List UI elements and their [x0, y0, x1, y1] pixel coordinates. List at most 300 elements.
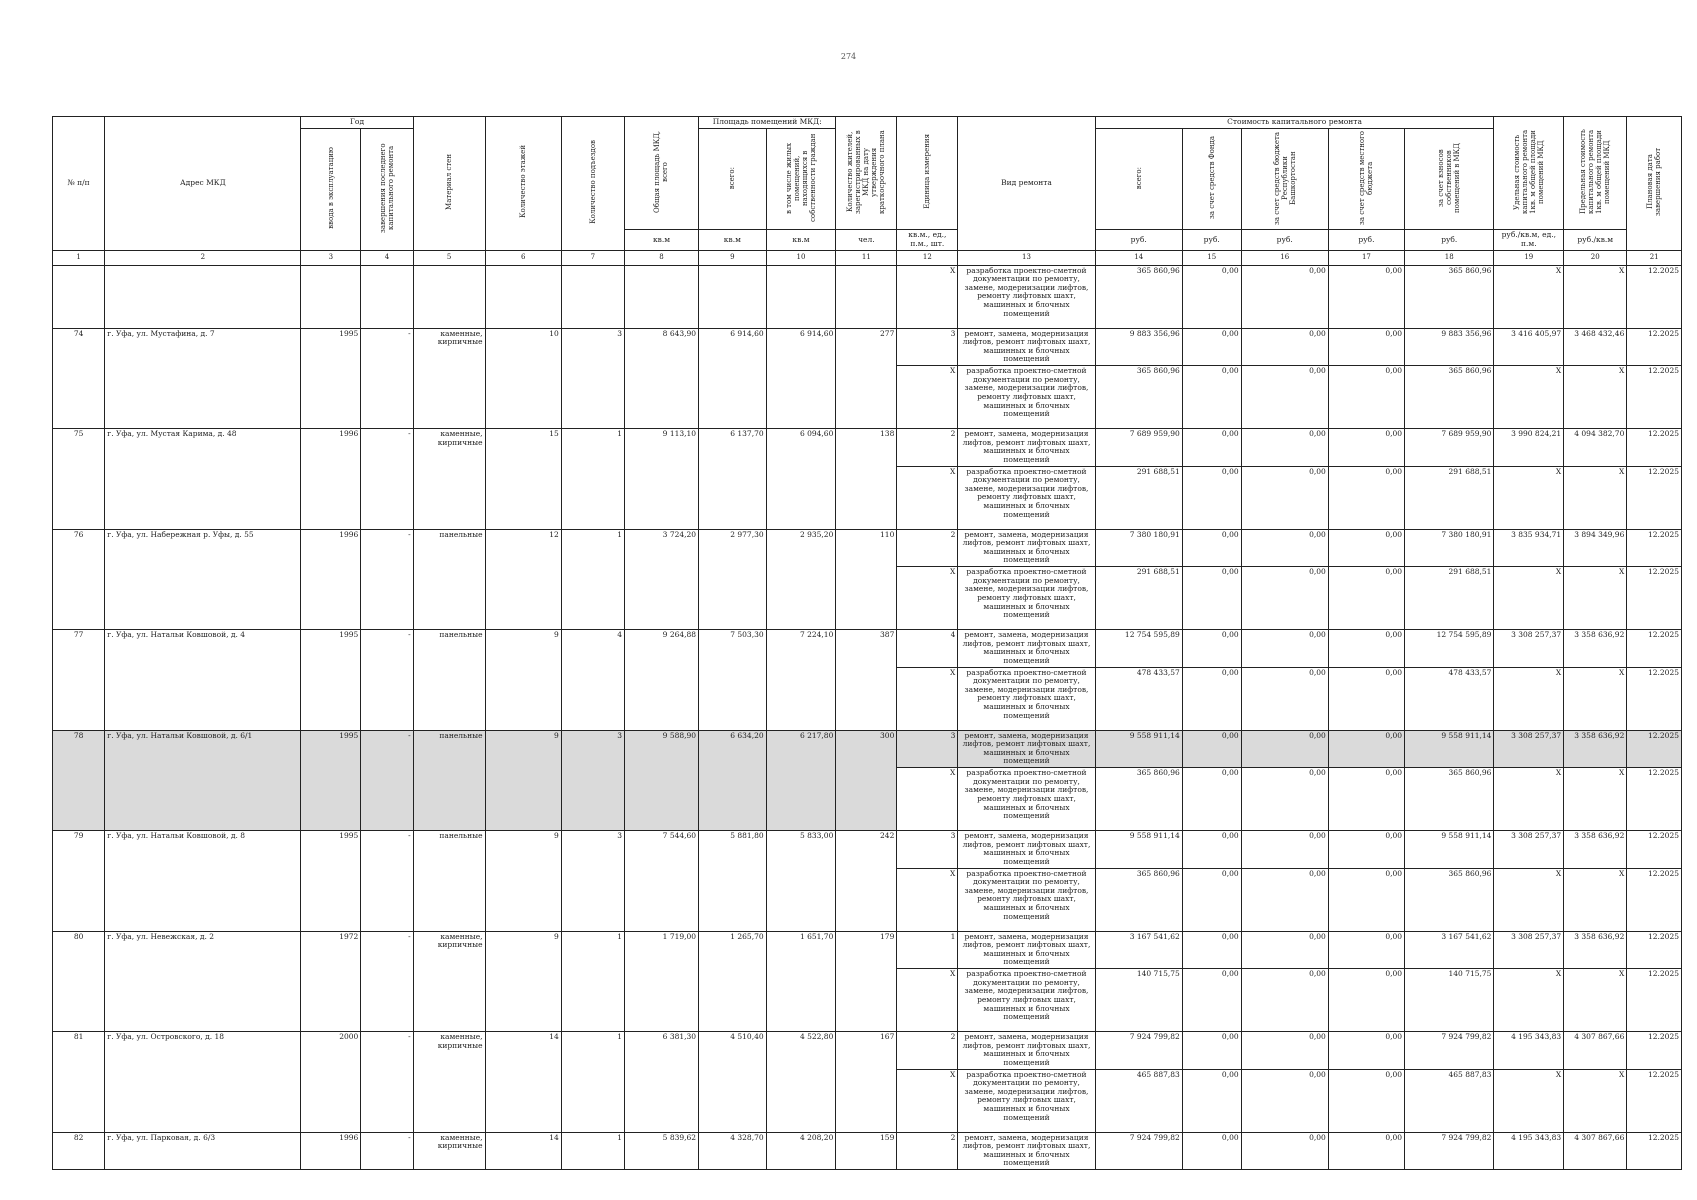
cell-cost-republic: 0,00	[1241, 529, 1328, 567]
cell-cost-republic: 0,00	[1241, 868, 1328, 931]
cell-cost-fund: 0,00	[1182, 1032, 1241, 1070]
cell-premises-owned: 4 208,20	[766, 1132, 836, 1170]
cell-address: г. Уфа, ул. Натальи Ковшовой, д. 6/1	[105, 730, 301, 831]
cell-cost-republic: 0,00	[1241, 1132, 1328, 1170]
column-number: 8	[625, 250, 699, 265]
cell-premises-owned: 6 914,60	[766, 328, 836, 429]
cell-cost-republic: 0,00	[1241, 1069, 1328, 1132]
cell-premises-total: 4 510,40	[699, 1032, 767, 1133]
column-number: 14	[1095, 250, 1182, 265]
cell-wall-material: каменные, кирпичные	[413, 429, 485, 530]
cell-work-type: ремонт, замена, модернизация лифтов, ремонт лифтовых шахт, машинных и блочных помещений	[958, 328, 1095, 366]
cell-unit-cost: 3 416 405,97	[1494, 328, 1564, 366]
cell-total-area: 3 724,20	[625, 529, 699, 630]
cell-cost-republic: 0,00	[1241, 831, 1328, 869]
cell-cost-local: 0,00	[1328, 328, 1404, 366]
cell-year-last-repair: -	[361, 429, 413, 530]
cell-plan-date: 12.2025	[1627, 567, 1682, 630]
column-numbers-row	[53, 250, 1682, 265]
cell-cost-owners: 140 715,75	[1405, 969, 1494, 1032]
cell-cost-total: 365 860,96	[1095, 265, 1182, 328]
header-year-last-repair: завершения последнего капитального ремонта	[361, 128, 413, 250]
cell-plan-date: 12.2025	[1627, 831, 1682, 869]
cell-cost-total: 9 558 911,14	[1095, 730, 1182, 768]
cell-max-cost: 3 894 349,96	[1564, 529, 1627, 567]
cell-plan-date: 12.2025	[1627, 328, 1682, 366]
cell-premises-owned: 6 217,80	[766, 730, 836, 831]
cell-wall-material: панельные	[413, 831, 485, 932]
cell-max-cost: 3 358 636,92	[1564, 630, 1627, 668]
header-plan-date: Плановая дата завершения работ	[1627, 117, 1682, 251]
cell-cost-owners: 365 860,96	[1405, 366, 1494, 429]
cell-unit-cost: X	[1494, 868, 1564, 931]
cell-residents: 277	[836, 328, 897, 429]
cell-cost-fund: 0,00	[1182, 667, 1241, 730]
cell-max-cost: 3 358 636,92	[1564, 831, 1627, 869]
cell-wall-material: панельные	[413, 529, 485, 630]
cell-plan-date: 12.2025	[1627, 265, 1682, 328]
cell-total-area: 8 643,90	[625, 328, 699, 429]
cell-plan-date: 12.2025	[1627, 969, 1682, 1032]
header-premises-total: всего:	[699, 128, 767, 230]
header-total-area: Общая площадь МКД, всего	[625, 117, 699, 230]
cell-year-last-repair: -	[361, 931, 413, 1032]
cell-plan-date: 12.2025	[1627, 366, 1682, 429]
cell-max-cost: X	[1564, 667, 1627, 730]
table-row	[53, 328, 1682, 366]
cell-qty: X	[897, 667, 958, 730]
unit-premises-total: кв.м	[699, 230, 767, 250]
cell-address: г. Уфа, ул. Набережная р. Уфы, д. 55	[105, 529, 301, 630]
cell-entrances: 3	[561, 730, 624, 831]
table-row	[53, 931, 1682, 969]
cell-wall-material: панельные	[413, 730, 485, 831]
cell-cost-owners: 7 689 959,90	[1405, 429, 1494, 467]
cell-qty: 2	[897, 1032, 958, 1070]
cell-cost-republic: 0,00	[1241, 265, 1328, 328]
cell-max-cost: 3 358 636,92	[1564, 730, 1627, 768]
cell-premises-owned: 4 522,80	[766, 1032, 836, 1133]
cell-max-cost: X	[1564, 768, 1627, 831]
cell-max-cost: X	[1564, 567, 1627, 630]
table-row	[53, 529, 1682, 567]
cell-cost-total: 478 433,57	[1095, 667, 1182, 730]
cell-year-commission: 1972	[301, 931, 361, 1032]
cell-work-type: ремонт, замена, модернизация лифтов, ремонт лифтовых шахт, машинных и блочных помещений	[958, 831, 1095, 869]
cell-cost-fund: 0,00	[1182, 831, 1241, 869]
cell-work-type: разработка проектно-сметной документации по ремонту, замене, модернизации лифтов, ремонту лифтовых шахт, машинных и блочных помещений	[958, 969, 1095, 1032]
cell-cost-local: 0,00	[1328, 429, 1404, 467]
cell-year-commission: 1995	[301, 831, 361, 932]
cell-work-type: разработка проектно-сметной документации по ремонту, замене, модернизации лифтов, ремонту лифтовых шахт, машинных и блочных помещений	[958, 265, 1095, 328]
cell-cost-republic: 0,00	[1241, 429, 1328, 467]
column-number: 5	[413, 250, 485, 265]
cell-unit-cost: 3 308 257,37	[1494, 630, 1564, 668]
table-row	[53, 730, 1682, 768]
cell-work-type: ремонт, замена, модернизация лифтов, ремонт лифтовых шахт, машинных и блочных помещений	[958, 730, 1095, 768]
cell-address: г. Уфа, ул. Невежская, д. 2	[105, 931, 301, 1032]
unit-unit-cost: руб./кв.м, ед., п.м.	[1494, 230, 1564, 250]
cell-plan-date: 12.2025	[1627, 466, 1682, 529]
cell-cost-republic: 0,00	[1241, 1032, 1328, 1070]
cell-plan-date: 12.2025	[1627, 931, 1682, 969]
cell-cost-fund: 0,00	[1182, 931, 1241, 969]
cell-plan-date: 12.2025	[1627, 1069, 1682, 1132]
cell-cost-total: 291 688,51	[1095, 466, 1182, 529]
table-row	[53, 630, 1682, 668]
cell-cost-fund: 0,00	[1182, 328, 1241, 366]
cell-num: 79	[53, 831, 105, 932]
cell-cost-fund: 0,00	[1182, 466, 1241, 529]
header-work-type: Вид ремонта	[958, 117, 1095, 251]
cell-num: 78	[53, 730, 105, 831]
cell-residents: 110	[836, 529, 897, 630]
cell-total-area: 6 381,30	[625, 1032, 699, 1133]
unit-cost-total: руб.	[1095, 230, 1182, 250]
header-year-group: Год	[301, 117, 413, 129]
cell-cost-local: 0,00	[1328, 969, 1404, 1032]
cell-cost-local: 0,00	[1328, 868, 1404, 931]
cell-qty: X	[897, 366, 958, 429]
cell-work-type: ремонт, замена, модернизация лифтов, ремонт лифтовых шахт, машинных и блочных помещений	[958, 429, 1095, 467]
cell-cost-local: 0,00	[1328, 366, 1404, 429]
cell-entrances: 3	[561, 831, 624, 932]
cell-entrances: 3	[561, 328, 624, 429]
cell-qty: 2	[897, 1132, 958, 1170]
cell-wall-material: каменные, кирпичные	[413, 328, 485, 429]
cell-address: г. Уфа, ул. Мустая Карима, д. 48	[105, 429, 301, 530]
cell-cost-local: 0,00	[1328, 466, 1404, 529]
cell-floors: 9	[485, 630, 561, 731]
cell-cost-republic: 0,00	[1241, 630, 1328, 668]
header-wall-material: Материал стен	[413, 117, 485, 251]
cell-premises-owned: 1 651,70	[766, 931, 836, 1032]
cell-plan-date: 12.2025	[1627, 868, 1682, 931]
cell-address: г. Уфа, ул. Мустафина, д. 7	[105, 328, 301, 429]
cell-year-last-repair: -	[361, 529, 413, 630]
cell-wall-material: панельные	[413, 630, 485, 731]
cell-cost-owners: 465 887,83	[1405, 1069, 1494, 1132]
cell-cost-local: 0,00	[1328, 567, 1404, 630]
cell-floors: 15	[485, 429, 561, 530]
column-number: 15	[1182, 250, 1241, 265]
cell-cost-republic: 0,00	[1241, 366, 1328, 429]
cell-cost-local: 0,00	[1328, 630, 1404, 668]
cell-work-type: ремонт, замена, модернизация лифтов, ремонт лифтовых шахт, машинных и блочных помещений	[958, 1132, 1095, 1170]
cell-total-area: 1 719,00	[625, 931, 699, 1032]
cell-plan-date: 12.2025	[1627, 529, 1682, 567]
cell-cost-owners: 7 380 180,91	[1405, 529, 1494, 567]
table-row	[53, 1132, 1682, 1170]
cell-cost-total: 9 558 911,14	[1095, 831, 1182, 869]
cell-work-type: разработка проектно-сметной документации по ремонту, замене, модернизации лифтов, ремонту лифтовых шахт, машинных и блочных помещений	[958, 667, 1095, 730]
cell-max-cost: 4 094 382,70	[1564, 429, 1627, 467]
column-number: 1	[53, 250, 105, 265]
cell-floors: 9	[485, 831, 561, 932]
cell-cost-fund: 0,00	[1182, 1132, 1241, 1170]
cell-floors: 14	[485, 1132, 561, 1170]
cell-residents: 138	[836, 429, 897, 530]
cell-cost-owners: 9 558 911,14	[1405, 831, 1494, 869]
cell-qty: X	[897, 868, 958, 931]
cell-cost-republic: 0,00	[1241, 730, 1328, 768]
column-number: 13	[958, 250, 1095, 265]
cell-work-type: разработка проектно-сметной документации по ремонту, замене, модернизации лифтов, ремонту лифтовых шахт, машинных и блочных помещений	[958, 768, 1095, 831]
header-address: Адрес МКД	[105, 117, 301, 251]
cell-cost-fund: 0,00	[1182, 265, 1241, 328]
unit-cost-owners: руб.	[1405, 230, 1494, 250]
cell-unit-cost: X	[1494, 265, 1564, 328]
cell-cost-total: 12 754 595,89	[1095, 630, 1182, 668]
cell-cost-fund: 0,00	[1182, 366, 1241, 429]
cell-cost-local: 0,00	[1328, 1032, 1404, 1070]
header-floors: Количество этажей	[485, 117, 561, 251]
cell-cost-total: 365 860,96	[1095, 366, 1182, 429]
cell-cost-local: 0,00	[1328, 831, 1404, 869]
cell-max-cost: X	[1564, 366, 1627, 429]
cell-year-commission: 1995	[301, 630, 361, 731]
cell-total-area: 5 839,62	[625, 1132, 699, 1170]
cell-total-area: 9 264,88	[625, 630, 699, 731]
cell-work-type: разработка проектно-сметной документации по ремонту, замене, модернизации лифтов, ремонту лифтовых шахт, машинных и блочных помещений	[958, 1069, 1095, 1132]
cell-address: г. Уфа, ул. Натальи Ковшовой, д. 8	[105, 831, 301, 932]
unit-cost-local: руб.	[1328, 230, 1404, 250]
cell-plan-date: 12.2025	[1627, 768, 1682, 831]
header-year-commission: ввода в эксплуатацию	[301, 128, 361, 250]
cell-cost-owners: 12 754 595,89	[1405, 630, 1494, 668]
column-number: 18	[1405, 250, 1494, 265]
cell-cost-local: 0,00	[1328, 1132, 1404, 1170]
cell-unit-cost: X	[1494, 969, 1564, 1032]
cell-cost-fund: 0,00	[1182, 1069, 1241, 1132]
cell-year-last-repair: -	[361, 730, 413, 831]
cell-plan-date: 12.2025	[1627, 630, 1682, 668]
cell-cost-local: 0,00	[1328, 931, 1404, 969]
cell-num: 81	[53, 1032, 105, 1133]
cell-cost-owners: 9 883 356,96	[1405, 328, 1494, 366]
header-num: № п/п	[53, 117, 105, 251]
cell-year-commission: 1995	[301, 328, 361, 429]
column-number: 4	[361, 250, 413, 265]
cell-unit-cost: X	[1494, 768, 1564, 831]
header-cost-total: всего:	[1095, 128, 1182, 230]
column-number: 3	[301, 250, 361, 265]
cell-cost-fund: 0,00	[1182, 529, 1241, 567]
cell-cost-fund: 0,00	[1182, 768, 1241, 831]
cell-year-commission: 2000	[301, 1032, 361, 1133]
cell-residents: 159	[836, 1132, 897, 1170]
cell-premises-total: 2 977,30	[699, 529, 767, 630]
cell-address: г. Уфа, ул. Натальи Ковшовой, д. 4	[105, 630, 301, 731]
cell-qty: X	[897, 265, 958, 328]
cell-cost-local: 0,00	[1328, 730, 1404, 768]
cell-cost-republic: 0,00	[1241, 931, 1328, 969]
cell-wall-material: каменные, кирпичные	[413, 931, 485, 1032]
cell-unit-cost: 3 308 257,37	[1494, 730, 1564, 768]
cell-num: 76	[53, 529, 105, 630]
cell-cost-republic: 0,00	[1241, 969, 1328, 1032]
cell-entrances: 1	[561, 529, 624, 630]
cell-num: 82	[53, 1132, 105, 1170]
cell-cost-owners: 365 860,96	[1405, 768, 1494, 831]
cell-premises-total: 1 265,70	[699, 931, 767, 1032]
cell-qty: X	[897, 768, 958, 831]
cell-unit-cost: 3 990 824,21	[1494, 429, 1564, 467]
cell-year-commission: 1995	[301, 730, 361, 831]
header-cost-republic: за счет средств бюджета Республики Башкортостан	[1241, 128, 1328, 230]
cell-address: г. Уфа, ул. Парковая, д. 6/3	[105, 1132, 301, 1170]
cell-qty: 3	[897, 328, 958, 366]
cell-residents: 300	[836, 730, 897, 831]
column-number: 12	[897, 250, 958, 265]
cell-num: 74	[53, 328, 105, 429]
cell-premises-owned: 6 094,60	[766, 429, 836, 530]
cell-cost-owners: 291 688,51	[1405, 466, 1494, 529]
cell-work-type: разработка проектно-сметной документации по ремонту, замене, модернизации лифтов, ремонту лифтовых шахт, машинных и блочных помещений	[958, 567, 1095, 630]
cell-cost-total: 7 924 799,82	[1095, 1132, 1182, 1170]
cell-cost-republic: 0,00	[1241, 567, 1328, 630]
column-number: 10	[766, 250, 836, 265]
cell-max-cost: X	[1564, 466, 1627, 529]
header-cost-owners: за счет взносов собственников помещений в МКД	[1405, 128, 1494, 230]
cell-total-area: 9 113,10	[625, 429, 699, 530]
cell-premises-total: 5 881,80	[699, 831, 767, 932]
cell-work-type: ремонт, замена, модернизация лифтов, ремонт лифтовых шахт, машинных и блочных помещений	[958, 931, 1095, 969]
cell-unit-cost: X	[1494, 1069, 1564, 1132]
cell-cost-owners: 9 558 911,14	[1405, 730, 1494, 768]
cell-cost-republic: 0,00	[1241, 328, 1328, 366]
cell-qty: X	[897, 969, 958, 1032]
cell-plan-date: 12.2025	[1627, 429, 1682, 467]
cell-max-cost: 4 307 867,66	[1564, 1032, 1627, 1070]
cell-cost-total: 9 883 356,96	[1095, 328, 1182, 366]
cell-cost-owners: 478 433,57	[1405, 667, 1494, 730]
cell-num: 75	[53, 429, 105, 530]
cell-cost-fund: 0,00	[1182, 630, 1241, 668]
header-unit-cost: Удельная стоимость капитального ремонта 1кв. м общей площади помещений МКД	[1494, 117, 1564, 230]
cell-cost-republic: 0,00	[1241, 667, 1328, 730]
cell-residents: 387	[836, 630, 897, 731]
cell-wall-material: каменные, кирпичные	[413, 1032, 485, 1133]
table-row	[53, 831, 1682, 869]
cell-qty: 2	[897, 529, 958, 567]
cell-premises-total: 6 914,60	[699, 328, 767, 429]
cell-year-last-repair: -	[361, 630, 413, 731]
cell-unit-cost: 3 308 257,37	[1494, 831, 1564, 869]
header-cost-group: Стоимость капитального ремонта	[1095, 117, 1494, 129]
cell-cost-fund: 0,00	[1182, 969, 1241, 1032]
table-row	[53, 1032, 1682, 1070]
capital-repair-table	[52, 116, 1682, 1170]
cell-entrances: 1	[561, 429, 624, 530]
cell-unit-cost: 4 195 343,83	[1494, 1032, 1564, 1070]
cell-max-cost: 3 468 432,46	[1564, 328, 1627, 366]
cell-premises-total: 6 634,20	[699, 730, 767, 831]
header-max-cost: Предельная стоимость капитального ремонта 1кв. м общей площади помещений МКД	[1564, 117, 1627, 230]
cell-cost-fund: 0,00	[1182, 567, 1241, 630]
cell-work-type: ремонт, замена, модернизация лифтов, ремонт лифтовых шахт, машинных и блочных помещений	[958, 630, 1095, 668]
cell-unit-cost: 4 195 343,83	[1494, 1132, 1564, 1170]
cell-qty: 4	[897, 630, 958, 668]
cell-cost-owners: 291 688,51	[1405, 567, 1494, 630]
cell-cost-republic: 0,00	[1241, 466, 1328, 529]
cell-work-type: разработка проектно-сметной документации по ремонту, замене, модернизации лифтов, ремонту лифтовых шахт, машинных и блочных помещений	[958, 366, 1095, 429]
unit-max-cost: руб./кв.м	[1564, 230, 1627, 250]
column-number: 20	[1564, 250, 1627, 265]
cell-floors: 10	[485, 328, 561, 429]
cell-cost-total: 140 715,75	[1095, 969, 1182, 1032]
cell-cost-local: 0,00	[1328, 667, 1404, 730]
cell-cost-owners: 365 860,96	[1405, 265, 1494, 328]
header-entrances: Количество подъездов	[561, 117, 624, 251]
cell-cost-local: 0,00	[1328, 265, 1404, 328]
page-number: 274	[840, 52, 857, 61]
cell-work-type: ремонт, замена, модернизация лифтов, ремонт лифтовых шахт, машинных и блочных помещений	[958, 1032, 1095, 1070]
cell-residents: 179	[836, 931, 897, 1032]
cell-plan-date: 12.2025	[1627, 1032, 1682, 1070]
cell-max-cost: X	[1564, 265, 1627, 328]
cell-cost-owners: 365 860,96	[1405, 868, 1494, 931]
column-number: 16	[1241, 250, 1328, 265]
cell-cost-total: 7 924 799,82	[1095, 1032, 1182, 1070]
cell-premises-total: 4 328,70	[699, 1132, 767, 1170]
column-number: 6	[485, 250, 561, 265]
unit-cost-fund: руб.	[1182, 230, 1241, 250]
cell-premises-total: 7 503,30	[699, 630, 767, 731]
cell-unit-cost: X	[1494, 366, 1564, 429]
cell-num: 77	[53, 630, 105, 731]
cell-qty: 3	[897, 730, 958, 768]
cell-entrances: 1	[561, 1032, 624, 1133]
cell-premises-owned: 7 224,10	[766, 630, 836, 731]
cell-cost-fund: 0,00	[1182, 730, 1241, 768]
cell-year-last-repair: -	[361, 831, 413, 932]
cell-residents: 242	[836, 831, 897, 932]
column-number: 7	[561, 250, 624, 265]
unit-residents: чел.	[836, 230, 897, 250]
cell-cost-fund: 0,00	[1182, 868, 1241, 931]
cell-year-commission: 1996	[301, 1132, 361, 1170]
header-residents: Количество жителей, зарегистрированных в МКД на дату утверждения краткосрочного плана	[836, 117, 897, 230]
cell-year-last-repair: -	[361, 1032, 413, 1133]
cell-residents: 167	[836, 1032, 897, 1133]
cell-entrances: 1	[561, 931, 624, 1032]
cell-max-cost: 3 358 636,92	[1564, 931, 1627, 969]
column-number: 9	[699, 250, 767, 265]
cell-entrances: 1	[561, 1132, 624, 1170]
cell-cost-local: 0,00	[1328, 768, 1404, 831]
column-number: 2	[105, 250, 301, 265]
header-cost-fund: за счет средств Фонда	[1182, 128, 1241, 230]
cell-year-last-repair: -	[361, 328, 413, 429]
unit-measure: кв.м., ед., п.м., шт.	[897, 230, 958, 250]
cell-num: 80	[53, 931, 105, 1032]
cell-total-area: 7 544,60	[625, 831, 699, 932]
header-premises-owned: в том числе жилых помещений, находящихся в собственности граждан	[766, 128, 836, 230]
cell-max-cost: X	[1564, 868, 1627, 931]
cell-unit-cost: 3 835 934,71	[1494, 529, 1564, 567]
cell-work-type: ремонт, замена, модернизация лифтов, ремонт лифтовых шахт, машинных и блочных помещений	[958, 529, 1095, 567]
cell-cost-owners: 3 167 541,62	[1405, 931, 1494, 969]
cell-work-type: разработка проектно-сметной документации по ремонту, замене, модернизации лифтов, ремонту лифтовых шахт, машинных и блочных помещений	[958, 868, 1095, 931]
unit-premises-owned: кв.м	[766, 230, 836, 250]
cell-year-commission: 1996	[301, 529, 361, 630]
cell-cost-total: 7 689 959,90	[1095, 429, 1182, 467]
cell-floors: 9	[485, 931, 561, 1032]
unit-cost-republic: руб.	[1241, 230, 1328, 250]
cell-cost-local: 0,00	[1328, 529, 1404, 567]
cell-unit-cost: X	[1494, 466, 1564, 529]
